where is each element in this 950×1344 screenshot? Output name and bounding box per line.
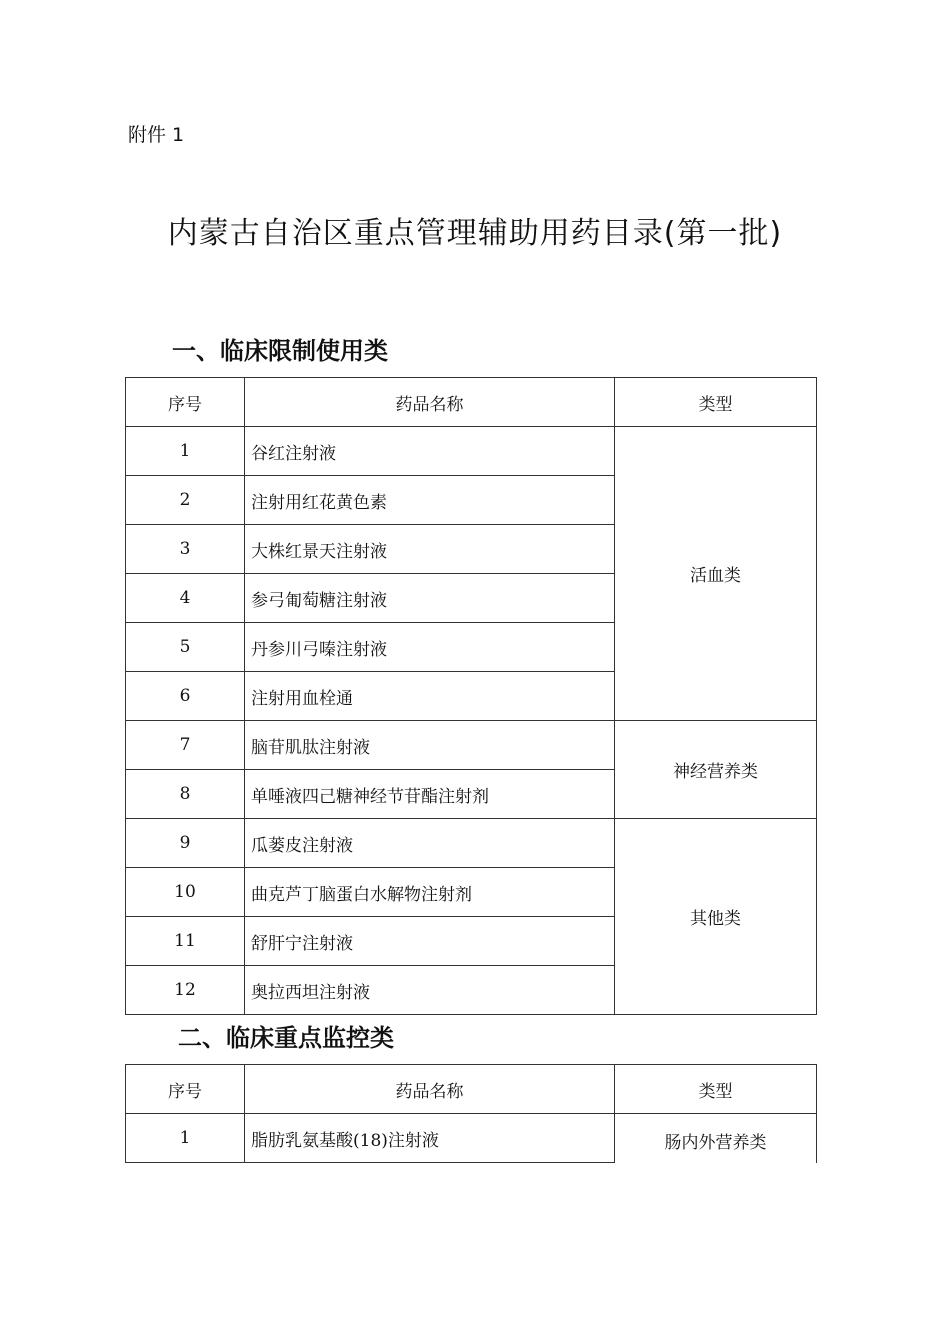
col-header-name: 药品名称	[245, 378, 615, 427]
col-header-type: 类型	[615, 378, 817, 427]
col-header-no: 序号	[126, 378, 245, 427]
row-drug-name: 脑苷肌肽注射液	[245, 721, 615, 770]
restricted-drugs-table	[125, 377, 817, 1015]
row-drug-name: 注射用血栓通	[245, 672, 615, 721]
table-row	[126, 1114, 817, 1163]
row-no: 1	[126, 427, 245, 476]
row-drug-name: 注射用红花黄色素	[245, 476, 615, 525]
section1-heading: 一、临床限制使用类	[172, 337, 388, 365]
row-no: 4	[126, 574, 245, 623]
row-drug-name: 大株红景天注射液	[245, 525, 615, 574]
col-header-type: 类型	[615, 1065, 817, 1114]
section2-heading: 二、临床重点监控类	[178, 1024, 394, 1052]
table-header-row	[126, 378, 817, 427]
row-drug-name: 舒肝宁注射液	[245, 917, 615, 966]
row-no: 9	[126, 819, 245, 868]
row-drug-name: 奥拉西坦注射液	[245, 966, 615, 1015]
row-drug-name: 参弓匍萄糖注射液	[245, 574, 615, 623]
row-drug-name: 瓜蒌皮注射液	[245, 819, 615, 868]
row-no: 3	[126, 525, 245, 574]
document-title: 内蒙古自治区重点管理辅助用药目录(第一批)	[167, 216, 783, 251]
row-drug-name: 脂肪乳氨基酸(18)注射液	[245, 1114, 615, 1163]
type-cell: 其他类	[615, 819, 817, 1015]
row-drug-name: 谷红注射液	[245, 427, 615, 476]
row-drug-name: 丹参川弓嗪注射液	[245, 623, 615, 672]
row-no: 1	[126, 1114, 245, 1163]
row-no: 12	[126, 966, 245, 1015]
type-cell: 神经营养类	[615, 721, 817, 819]
col-header-name: 药品名称	[245, 1065, 615, 1114]
row-no: 8	[126, 770, 245, 819]
attachment-label: 附件 1	[128, 124, 185, 146]
row-drug-name: 曲克芦丁脑蛋白水解物注射剂	[245, 868, 615, 917]
col-header-no: 序号	[126, 1065, 245, 1114]
row-no: 10	[126, 868, 245, 917]
table-row	[126, 721, 817, 770]
row-no: 7	[126, 721, 245, 770]
row-no: 6	[126, 672, 245, 721]
table-header-row	[126, 1065, 817, 1114]
table-row	[126, 819, 817, 868]
monitored-drugs-table	[125, 1064, 817, 1163]
type-cell: 肠内外营养类	[615, 1114, 817, 1163]
row-drug-name: 单唾液四己糖神经节苷酯注射剂	[245, 770, 615, 819]
row-no: 2	[126, 476, 245, 525]
type-cell: 活血类	[615, 427, 817, 721]
row-no: 5	[126, 623, 245, 672]
table-row	[126, 427, 817, 476]
row-no: 11	[126, 917, 245, 966]
